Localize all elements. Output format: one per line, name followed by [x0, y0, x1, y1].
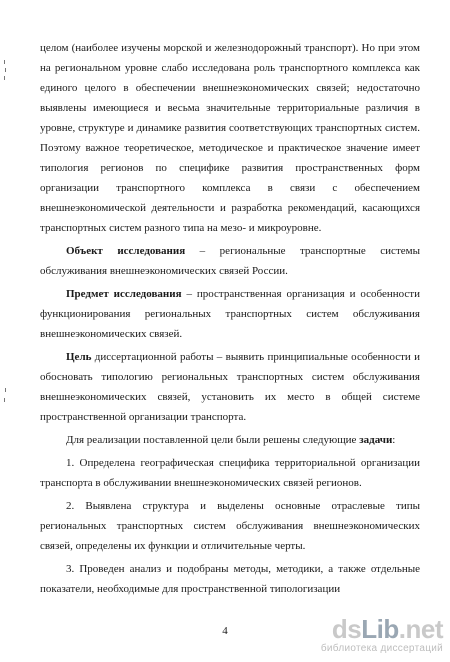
- scan-artifact: [5, 388, 6, 392]
- dslib-watermark[interactable]: [283, 616, 443, 654]
- paragraph-subject: [40, 284, 420, 344]
- paragraph-goal-text: диссертационной работы – выявить принципиальные особенности и обосновать типологию региональных транспортных систем обслуживания внешнеэкономических связей, установить их место в общей системе пространственной организации транспорта.: [40, 351, 420, 423]
- scan-artifact: [4, 76, 5, 80]
- term-object: Объект исследования: [66, 245, 186, 257]
- scan-artifact: [4, 398, 5, 402]
- tasks-lead-text: Для реализации поставленной цели были решены следующие: [66, 434, 360, 446]
- task-item-3: 3. Проведен анализ и подобраны методы, методики, а также отдельные показатели, необходимые для пространственной типологизации: [40, 563, 420, 595]
- term-subject: Предмет исследования: [66, 288, 182, 300]
- logo-ds: ds: [331, 614, 362, 644]
- scan-artifact: [4, 60, 5, 64]
- logo-lib: Lib: [361, 614, 399, 644]
- paragraph-object: [40, 241, 420, 281]
- paragraph-object-text: – региональные транспортные системы обслуживания внешнеэкономических связей России.: [40, 245, 420, 277]
- paragraph-intro: целом (наиболее изучены морской и железнодорожный транспорт). Но при этом на региональном уровне слабо исследована роль транспортного комплекса как единого целого в обеспечении внешнеэкономических связей; недостаточно выявлены имеющиеся и весьма значительные территориальные различия в уровне, структуре и динамике развития соответствующих транспортных систем. Поэтому важное теоретическое, методическое и практическое значение имеет типология регионов по специфике развития пространственных форм организации транспортного комплекса в связи с обеспечением внешнеэкономической деятельности и разработка рекомендаций, касающихся транспортных систем разного типа на мезо- и микроуровне.: [40, 42, 420, 234]
- paragraph-goal: [40, 347, 420, 427]
- body-text: [40, 38, 420, 599]
- tasks-lead-tail: :: [392, 434, 396, 446]
- dslib-logo: [283, 616, 443, 642]
- term-tasks: задачи: [359, 434, 393, 446]
- paragraph-tasks-lead: [40, 430, 420, 450]
- logo-net: .net: [398, 614, 443, 644]
- page-number: 4: [222, 625, 228, 637]
- task-item-1: 1. Определена географическая специфика территориальной организации транспорта в обслуживании внешнеэкономических связей регионов.: [40, 457, 420, 489]
- watermark-subtitle: библиотека диссертаций: [320, 643, 443, 654]
- paragraph-subject-text: – пространственная организация и особенности функционирования региональных транспортных систем обслуживания внешнеэкономических связей.: [40, 288, 421, 340]
- term-goal: Цель: [66, 351, 92, 363]
- task-item-2: 2. Выявлена структура и выделены основные отраслевые типы региональных транспортных систем обслуживания внешнеэкономических связей, определены их функции и отличительные черты.: [40, 500, 420, 552]
- scan-artifact: [5, 68, 6, 72]
